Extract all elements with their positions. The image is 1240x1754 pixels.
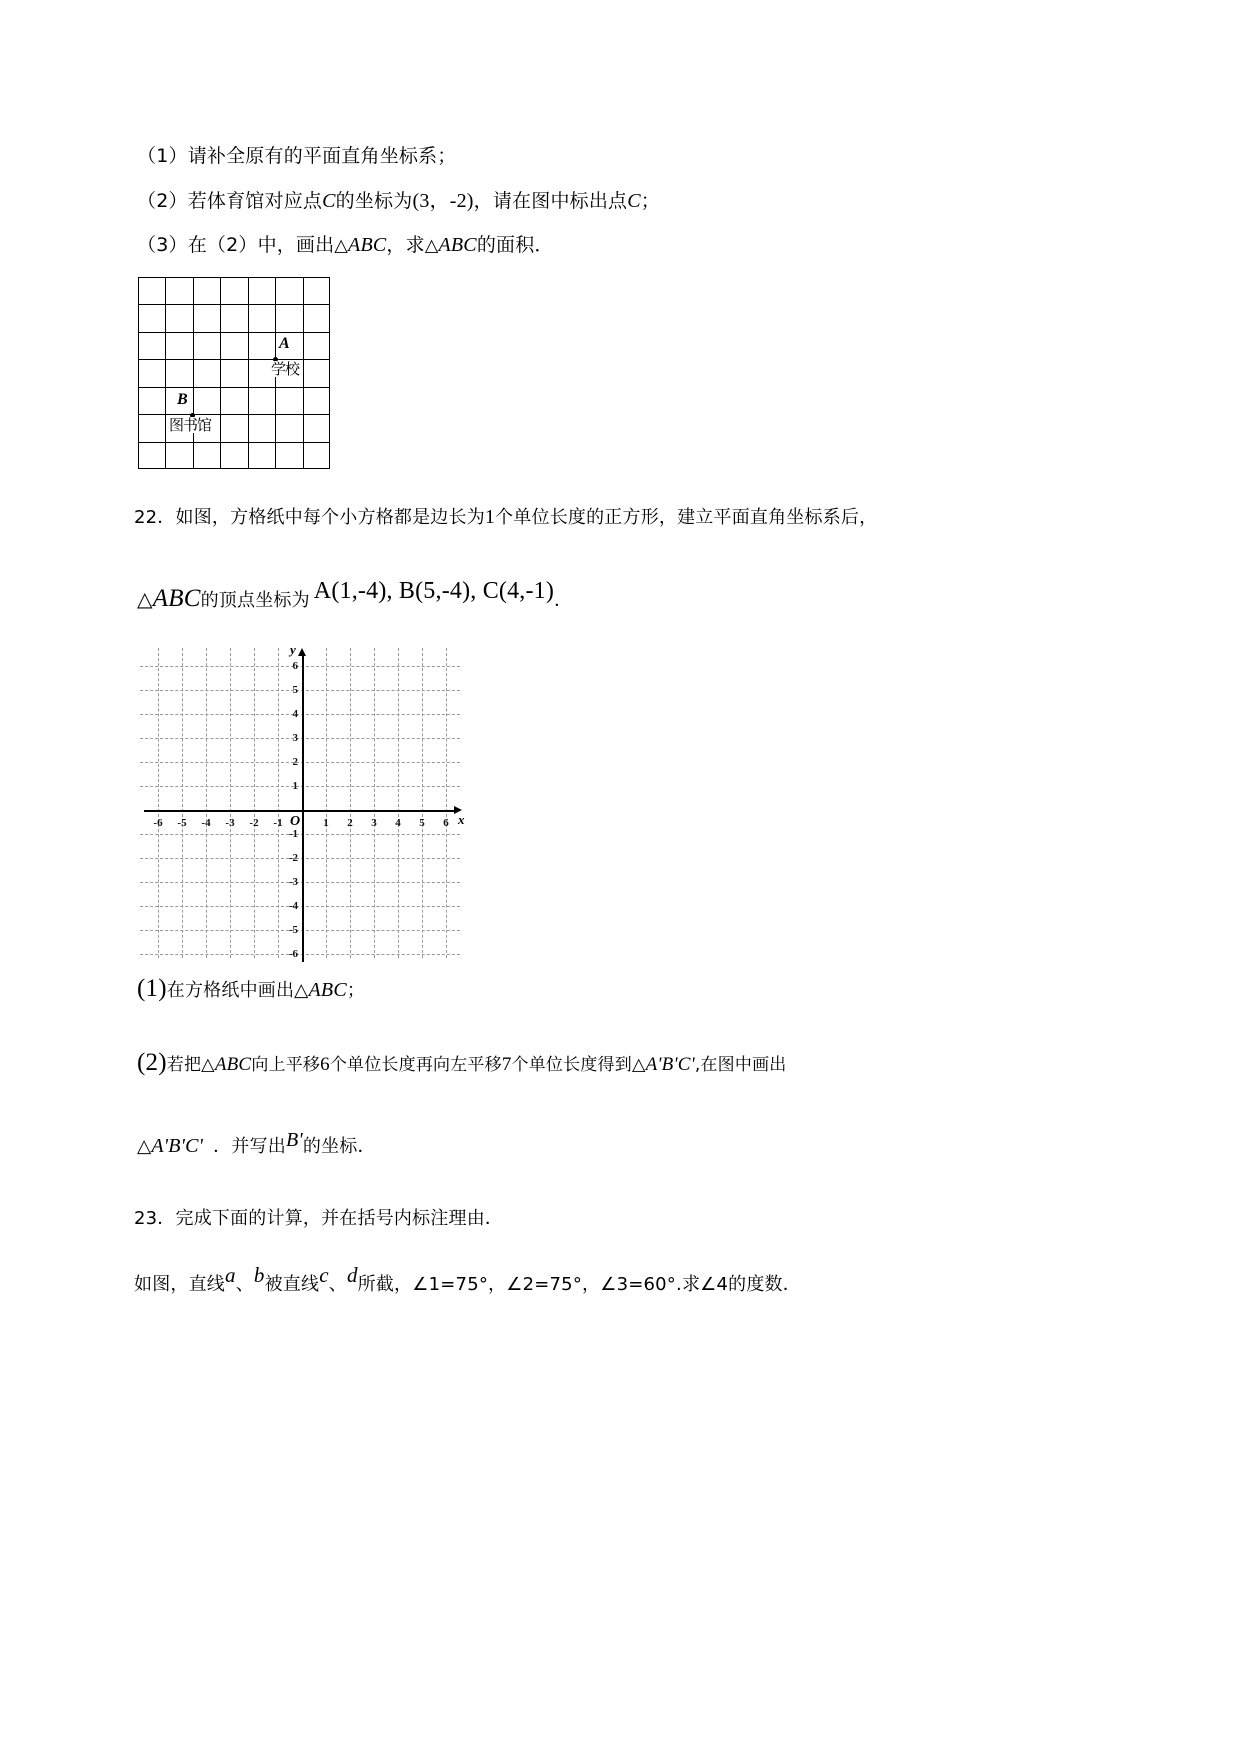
- q23-l2-e: 所截，: [357, 1274, 413, 1295]
- q22-stem-line2-end: ．: [554, 590, 573, 611]
- q22-sub-1-text: 在方格纸中画出: [166, 980, 295, 1001]
- q22-sub-2-cont: [137, 1127, 376, 1160]
- x-tick-label: -4: [201, 817, 211, 829]
- plot-gridline-h: [140, 834, 460, 835]
- q22-sub-2-triangle-prime: A'B'C': [645, 1054, 695, 1075]
- q22-sub-2-t1: 若把: [166, 1055, 202, 1075]
- x-tick-label: 4: [395, 817, 401, 829]
- q23-angle-2: ∠2=75°: [506, 1274, 583, 1295]
- grid-line-h: [138, 387, 330, 388]
- grid-line-h: [138, 414, 330, 415]
- origin-label: O: [290, 814, 301, 829]
- x-tick-label: 5: [419, 817, 425, 829]
- grid-line-h: [138, 359, 330, 360]
- q22-sub-2-t3: 个单位长度再向左平移: [329, 1055, 502, 1075]
- triangle-icon: [334, 234, 348, 256]
- q21-item-2-prefix: （2）若体育馆对应点: [137, 190, 323, 212]
- x-tick-label: -6: [153, 817, 163, 829]
- q23-line-1: [134, 1206, 503, 1232]
- q22-sub-2: [137, 1050, 786, 1078]
- q23-angle-4-ask: 求∠4: [681, 1274, 729, 1295]
- q22-stem-mid: 个单位长度的正方形，建立平面直角坐标系后，: [495, 507, 878, 528]
- q22-sub-1-number: (1): [137, 975, 167, 1002]
- plot-gridline-v: [398, 648, 399, 958]
- q23-line-b: b: [253, 1263, 265, 1287]
- q21-item-2-mid2: ，请在图中标出点: [473, 190, 628, 212]
- grid-line-h: [138, 442, 330, 443]
- grid-line-h: [138, 332, 330, 333]
- y-tick-label: 3: [292, 732, 298, 744]
- plot-gridline-v: [422, 648, 423, 958]
- plot-gridline-h: [140, 714, 460, 715]
- triangle-icon: [201, 1054, 215, 1075]
- grid-line-v: [193, 277, 194, 469]
- q22-stem-line1: [134, 504, 877, 531]
- y-tick-label: -3: [288, 876, 298, 888]
- plot-gridline-h: [140, 930, 460, 931]
- y-tick-label: -2: [288, 852, 298, 864]
- point-b-place-name: 图书馆: [169, 416, 212, 434]
- q22-sub-2-t5: ,在图中画出: [694, 1055, 787, 1075]
- x-tick-label: -5: [177, 817, 187, 829]
- point-a-place-name: 学校: [271, 360, 300, 378]
- plot-gridline-v: [350, 648, 351, 958]
- grid-line-v: [303, 277, 304, 469]
- y-tick-label: 6: [292, 660, 298, 672]
- plot-gridline-v: [182, 648, 183, 958]
- plot-gridline-h: [140, 690, 460, 691]
- plot-gridline-v: [278, 648, 279, 958]
- q23-line-a: a: [225, 1263, 236, 1287]
- grid-line-h: [138, 304, 330, 305]
- plot-gridline-v: [254, 648, 255, 958]
- q22-sub-2-triangle-prime-2: A'B'C': [151, 1135, 204, 1157]
- q23-l2-a: 如图，直线: [134, 1274, 225, 1295]
- point-b-label: B: [177, 391, 188, 408]
- q22-sub-1-end: ；: [346, 980, 366, 1001]
- figure-map-grid: [138, 277, 330, 469]
- q22-stem-prefix: 22．如图，方格纸中每个小方格都是边长为: [134, 507, 485, 528]
- x-tick-label: 2: [347, 817, 353, 829]
- q22-sub-2-t6: ．并写出: [213, 1136, 286, 1157]
- q22-shift-up-units: 6: [320, 1054, 330, 1075]
- plot-gridline-v: [374, 648, 375, 958]
- x-tick-label: 3: [371, 817, 377, 829]
- x-tick-label: 6: [443, 817, 449, 829]
- q22-sub-2-t4: 个单位长度得到: [511, 1055, 632, 1075]
- q23-line-c: c: [319, 1263, 329, 1287]
- q21-item-3-prefix: （3）在（2）中，画出: [137, 234, 335, 256]
- y-axis-arrow-icon: [298, 648, 306, 656]
- x-tick-label: 1: [323, 817, 329, 829]
- q21-item-3-mid: ，求: [386, 234, 425, 256]
- q23-angle-3: ∠3=60°.: [600, 1274, 682, 1295]
- q22-stem-line2-text: 的顶点坐标为: [200, 590, 310, 611]
- q23-l2-d: 、: [328, 1274, 347, 1295]
- q21-triangle-abc-1: ABC: [348, 234, 387, 256]
- y-tick-label: 4: [292, 708, 298, 720]
- q22-triangle-abc: ABC: [152, 585, 201, 612]
- y-tick-label: 1: [292, 780, 298, 792]
- q22-sub-2-t7: 的坐标．: [302, 1136, 376, 1157]
- y-tick-label: -1: [288, 828, 298, 840]
- grid-line-v: [248, 277, 249, 469]
- q23-l2-f: ，: [488, 1274, 507, 1295]
- q21-item-3-end: 的面积．: [476, 234, 554, 256]
- q21-item-1: [137, 143, 457, 169]
- plot-gridline-v: [446, 648, 447, 958]
- q21-item-2-mid: 的坐标为: [335, 190, 413, 212]
- figure-coordinate-plane: [140, 642, 465, 960]
- q22-vertex-coordinates: A(1,-4), B(5,-4), C(4,-1): [313, 578, 555, 604]
- x-axis: [144, 810, 454, 812]
- y-tick-label: -5: [288, 924, 298, 936]
- plot-gridline-v: [158, 648, 159, 958]
- y-tick-label: 5: [292, 684, 298, 696]
- x-tick-label: -3: [225, 817, 235, 829]
- plot-gridline-v: [230, 648, 231, 958]
- plot-gridline-h: [140, 786, 460, 787]
- q22-point-b-prime: B': [285, 1129, 303, 1151]
- point-a-label: A: [279, 335, 290, 352]
- y-tick-label: 2: [292, 756, 298, 768]
- q21-triangle-abc-2: ABC: [438, 234, 477, 256]
- q23-angle-1: ∠1=75°: [412, 1274, 489, 1295]
- q23-l2-b: 、: [235, 1274, 254, 1295]
- y-tick-label: -6: [288, 948, 298, 960]
- q22-shift-left-units: 7: [501, 1054, 512, 1075]
- grid-line-v: [165, 277, 166, 469]
- q23-l2-g: ，: [582, 1274, 601, 1295]
- plot-gridline-h: [140, 666, 460, 667]
- y-tick-label: -4: [288, 900, 298, 912]
- q21-item-2-end: ；: [640, 190, 660, 212]
- plot-gridline-v: [206, 648, 207, 958]
- grid-outer-border: [138, 277, 330, 469]
- plot-gridline-h: [140, 738, 460, 739]
- q22-sub-2-t2: 向上平移: [251, 1055, 321, 1075]
- y-axis: [302, 656, 304, 962]
- plot-gridline-h: [140, 906, 460, 907]
- plot-gridline-h: [140, 882, 460, 883]
- q21-point-c-2: C: [627, 190, 641, 212]
- x-tick-label: -2: [249, 817, 259, 829]
- triangle-icon: [294, 979, 308, 1001]
- q22-sub-2-triangle-abc: ABC: [214, 1054, 252, 1075]
- triangle-icon: [137, 586, 153, 611]
- plot-gridline-h: [140, 954, 460, 955]
- q23-line-d: d: [346, 1263, 358, 1287]
- q23-line-2: [134, 1262, 801, 1298]
- q21-item-3: [137, 232, 554, 259]
- plot-gridline-h: [140, 858, 460, 859]
- q22-sub-1: [137, 976, 365, 1004]
- x-tick-label: -1: [273, 817, 283, 829]
- y-axis-label: y: [290, 642, 296, 657]
- q22-sub-2-number: (2): [137, 1049, 167, 1076]
- triangle-icon: [425, 234, 439, 256]
- triangle-icon: [632, 1054, 646, 1075]
- q22-stem-unit-number: 1: [484, 506, 496, 528]
- q21-item-1-text: （1）请补全原有的平面直角坐标系；: [137, 145, 457, 167]
- q23-l2-i: 的度数．: [728, 1274, 801, 1295]
- q21-item-2: [137, 188, 660, 214]
- q22-stem-line2: [137, 578, 572, 614]
- plot-gridline-h: [140, 762, 460, 763]
- q21-point-c-1: C: [322, 190, 336, 212]
- q23-l2-c: 被直线: [264, 1274, 320, 1295]
- grid-line-v: [220, 277, 221, 469]
- triangle-icon: [137, 1135, 151, 1157]
- q23-line-1-text: 23．完成下面的计算，并在括号内标注理由．: [134, 1208, 504, 1229]
- plot-gridline-v: [326, 648, 327, 958]
- q22-sub-1-triangle: ABC: [308, 979, 347, 1001]
- q21-point-c-coords: (3，-2): [412, 190, 474, 212]
- x-axis-label: x: [458, 812, 465, 827]
